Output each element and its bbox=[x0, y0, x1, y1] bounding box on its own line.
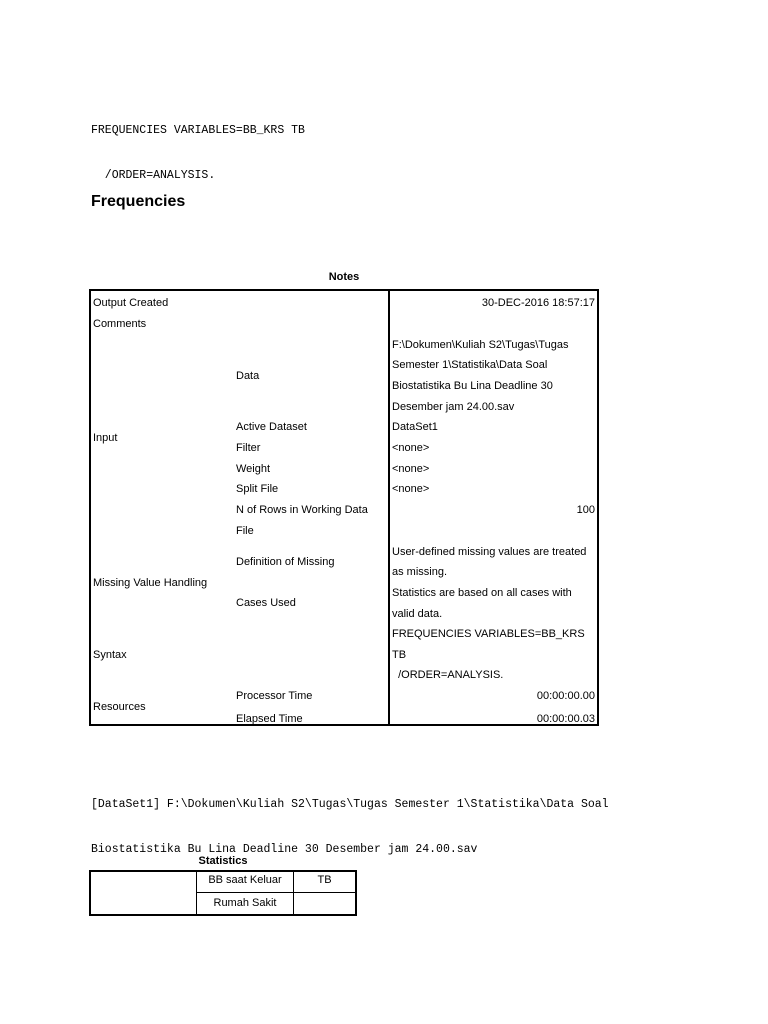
processor-time-value: 00:00:00.00 bbox=[536, 690, 595, 702]
definition-of-missing-label: Definition of Missing bbox=[236, 556, 335, 568]
elapsed-time-label: Elapsed Time bbox=[236, 713, 303, 725]
weight-value: <none> bbox=[392, 463, 430, 475]
cases-used-value: Statistics are based on all cases with bbox=[392, 587, 572, 599]
syntax-value: /ORDER=ANALYSIS. bbox=[392, 669, 504, 681]
output-created-value: 30-DEC-2016 18:57:17 bbox=[481, 297, 595, 309]
syntax-line: FREQUENCIES VARIABLES=BB_KRS TB bbox=[91, 124, 305, 137]
data-value: Biostatistika Bu Lina Deadline 30 bbox=[392, 380, 553, 392]
statistics-table bbox=[89, 870, 357, 916]
data-label: Data bbox=[236, 370, 260, 382]
data-value: Desember jam 24.00.sav bbox=[392, 401, 515, 413]
cases-used-label: Cases Used bbox=[236, 597, 296, 609]
dataset-line-text: Biostatistika Bu Lina Deadline 30 Desember jam 24.00.sav bbox=[91, 843, 478, 856]
tb-header: TB bbox=[317, 874, 332, 886]
frequencies-heading: Frequencies bbox=[91, 193, 186, 210]
split-file-value: <none> bbox=[392, 483, 430, 495]
processor-time-label: Processor Time bbox=[236, 690, 313, 702]
active-dataset-value: DataSet1 bbox=[392, 421, 438, 433]
cases-used-value: valid data. bbox=[392, 608, 443, 620]
missing-value-handling-label: Missing Value Handling bbox=[93, 577, 208, 589]
weight-label: Weight bbox=[236, 463, 271, 475]
syntax-value: FREQUENCIES VARIABLES=BB_KRS bbox=[392, 628, 585, 640]
bb-saat-keluar-header: BB saat Keluar bbox=[208, 874, 282, 886]
filter-value: <none> bbox=[392, 442, 430, 454]
bb-saat-keluar-header: Rumah Sakit bbox=[213, 897, 277, 909]
elapsed-time-value: 00:00:00.03 bbox=[536, 713, 595, 725]
definition-of-missing-value: User-defined missing values are treated bbox=[392, 546, 587, 558]
filter-label: Filter bbox=[236, 442, 261, 454]
resources-label: Resources bbox=[93, 701, 146, 713]
data-value: F:\Dokumen\Kuliah S2\Tugas\Tugas bbox=[392, 339, 569, 351]
comments-label: Comments bbox=[93, 318, 147, 330]
notes-table-title: Notes bbox=[328, 271, 360, 283]
definition-of-missing-value: as missing. bbox=[392, 566, 448, 578]
n-rows-value: 100 bbox=[576, 504, 595, 516]
dataset-line bbox=[91, 767, 609, 872]
data-value: Semester 1\Statistika\Data Soal bbox=[392, 359, 548, 371]
dataset-line-text: [DataSet1] F:\Dokumen\Kuliah S2\Tugas\Tugas Semester 1\Statistika\Data Soal bbox=[91, 798, 609, 811]
n-rows-label: N of Rows in Working Data bbox=[236, 504, 368, 516]
notes-table bbox=[89, 289, 599, 726]
syntax-block bbox=[91, 93, 305, 198]
syntax-label: Syntax bbox=[93, 649, 127, 661]
split-file-label: Split File bbox=[236, 483, 279, 495]
syntax-line: /ORDER=ANALYSIS. bbox=[91, 169, 216, 182]
statistics-table-title: Statistics bbox=[198, 855, 248, 867]
output-created-label: Output Created bbox=[93, 297, 169, 309]
input-label: Input bbox=[93, 432, 118, 444]
n-rows-label: File bbox=[236, 525, 254, 537]
syntax-value: TB bbox=[392, 649, 407, 661]
column-divider bbox=[388, 291, 390, 724]
active-dataset-label: Active Dataset bbox=[236, 421, 307, 433]
